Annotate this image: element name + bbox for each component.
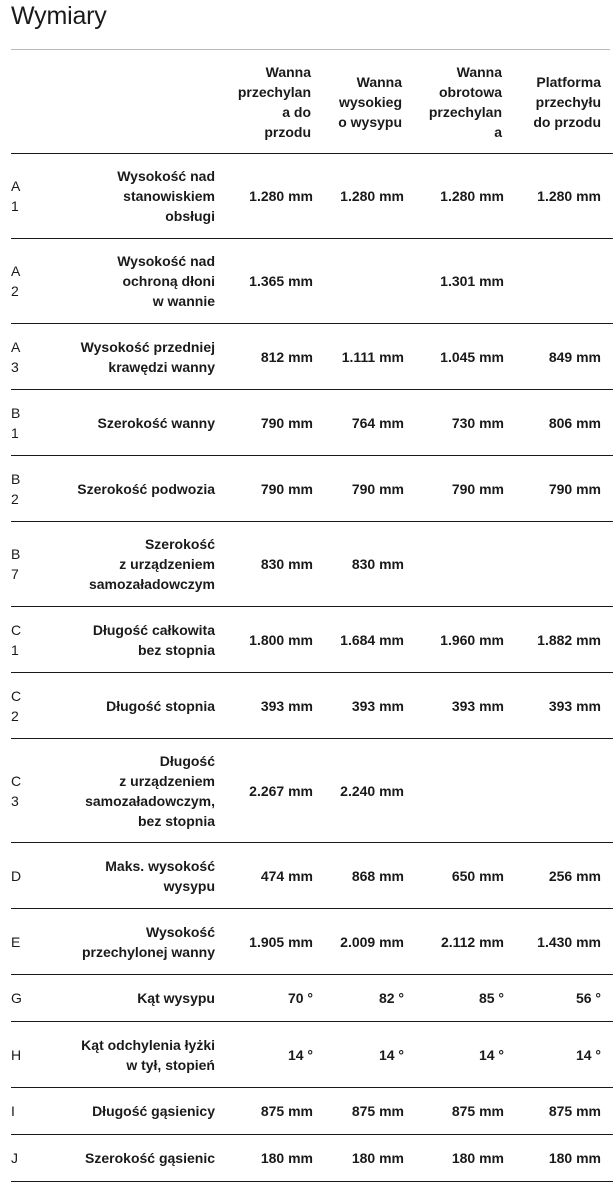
column-header: Wanna przechylan a do przodu xyxy=(224,50,321,154)
row-code: C 2 xyxy=(11,673,48,739)
row-label: Kąt odchylenia łyżki w tył, stopień xyxy=(48,1022,224,1088)
row-label: Szerokość podwozia xyxy=(48,456,224,522)
cell-value: 2.267 mm xyxy=(224,739,321,843)
cell-value xyxy=(412,739,512,843)
cell-value: 650 mm xyxy=(412,843,512,909)
cell-value xyxy=(512,239,613,324)
cell-value: 812 mm xyxy=(224,324,321,390)
cell-value: 1.111 mm xyxy=(321,324,412,390)
cell-value xyxy=(512,739,613,843)
cell-value: 830 mm xyxy=(321,522,412,607)
cell-value: 830 mm xyxy=(224,522,321,607)
row-label: Szerokość z urządzeniem samozaładowczym xyxy=(48,522,224,607)
table-row xyxy=(11,843,613,909)
cell-value: 393 mm xyxy=(412,673,512,739)
row-label: Szerokość gąsienic xyxy=(48,1135,224,1182)
row-code: A 1 xyxy=(11,154,48,239)
page-title: Wymiary xyxy=(11,2,107,30)
table-row xyxy=(11,1135,613,1182)
row-code: B 1 xyxy=(11,390,48,456)
cell-value: 1.280 mm xyxy=(512,154,613,239)
row-label: Szerokość wanny xyxy=(48,390,224,456)
table-row xyxy=(11,239,613,324)
column-header: Wanna obrotowa przechylan a xyxy=(412,50,512,154)
table-row xyxy=(11,390,613,456)
row-code: C 1 xyxy=(11,607,48,673)
row-code: H xyxy=(11,1022,48,1088)
cell-value: 790 mm xyxy=(412,456,512,522)
cell-value: 180 mm xyxy=(512,1135,613,1182)
cell-value: 790 mm xyxy=(224,456,321,522)
row-label: Wysokość przedniej krawędzi wanny xyxy=(48,324,224,390)
row-code: J xyxy=(11,1135,48,1182)
cell-value: 1.280 mm xyxy=(321,154,412,239)
cell-value xyxy=(321,239,412,324)
cell-value: 1.905 mm xyxy=(224,909,321,975)
row-label: Maks. wysokość wysypu xyxy=(48,843,224,909)
row-label: Długość całkowita bez stopnia xyxy=(48,607,224,673)
cell-value: 14 ° xyxy=(412,1022,512,1088)
row-code: D xyxy=(11,843,48,909)
table-row xyxy=(11,1022,613,1088)
table-row xyxy=(11,324,613,390)
cell-value: 180 mm xyxy=(412,1135,512,1182)
cell-value: 70 ° xyxy=(224,975,321,1022)
row-label: Długość gąsienicy xyxy=(48,1088,224,1135)
table-row xyxy=(11,1088,613,1135)
column-header: Platforma przechyłu do przodu xyxy=(512,50,613,154)
row-code: A 3 xyxy=(11,324,48,390)
header-empty-code xyxy=(11,50,48,154)
row-label: Długość z urządzeniem samozaładowczym, bez stopnia xyxy=(48,739,224,843)
cell-value: 806 mm xyxy=(512,390,613,456)
row-label: Długość stopnia xyxy=(48,673,224,739)
cell-value: 1.301 mm xyxy=(412,239,512,324)
cell-value: 1.365 mm xyxy=(224,239,321,324)
row-code: A 2 xyxy=(11,239,48,324)
cell-value: 1.800 mm xyxy=(224,607,321,673)
table-row xyxy=(11,673,613,739)
row-code: I xyxy=(11,1088,48,1135)
cell-value: 82 ° xyxy=(321,975,412,1022)
table-row xyxy=(11,975,613,1022)
cell-value: 1.280 mm xyxy=(412,154,512,239)
cell-value: 180 mm xyxy=(224,1135,321,1182)
cell-value: 2.240 mm xyxy=(321,739,412,843)
header-row xyxy=(11,50,613,154)
cell-value: 393 mm xyxy=(321,673,412,739)
cell-value: 85 ° xyxy=(412,975,512,1022)
column-header: Wanna wysokieg o wysypu xyxy=(321,50,412,154)
cell-value: 875 mm xyxy=(224,1088,321,1135)
table-row xyxy=(11,909,613,975)
row-label: Kąt wysypu xyxy=(48,975,224,1022)
row-label: Wysokość przechylonej wanny xyxy=(48,909,224,975)
cell-value: 790 mm xyxy=(512,456,613,522)
cell-value: 393 mm xyxy=(512,673,613,739)
cell-value: 1.430 mm xyxy=(512,909,613,975)
cell-value: 764 mm xyxy=(321,390,412,456)
table-row xyxy=(11,154,613,239)
cell-value: 868 mm xyxy=(321,843,412,909)
cell-value: 875 mm xyxy=(512,1088,613,1135)
cell-value: 14 ° xyxy=(512,1022,613,1088)
cell-value xyxy=(412,522,512,607)
table-row xyxy=(11,522,613,607)
cell-value: 14 ° xyxy=(224,1022,321,1088)
cell-value: 180 mm xyxy=(321,1135,412,1182)
cell-value: 1.684 mm xyxy=(321,607,412,673)
row-code: G xyxy=(11,975,48,1022)
cell-value: 1.960 mm xyxy=(412,607,512,673)
cell-value: 393 mm xyxy=(224,673,321,739)
row-code: C 3 xyxy=(11,739,48,843)
dimensions-table xyxy=(11,50,613,1182)
cell-value: 1.280 mm xyxy=(224,154,321,239)
cell-value: 14 ° xyxy=(321,1022,412,1088)
header-empty-label xyxy=(48,50,224,154)
cell-value: 2.009 mm xyxy=(321,909,412,975)
cell-value: 474 mm xyxy=(224,843,321,909)
cell-value: 875 mm xyxy=(412,1088,512,1135)
row-code: B 7 xyxy=(11,522,48,607)
row-code: E xyxy=(11,909,48,975)
cell-value: 1.882 mm xyxy=(512,607,613,673)
cell-value: 256 mm xyxy=(512,843,613,909)
row-code: B 2 xyxy=(11,456,48,522)
cell-value: 790 mm xyxy=(321,456,412,522)
cell-value: 790 mm xyxy=(224,390,321,456)
cell-value: 875 mm xyxy=(321,1088,412,1135)
row-label: Wysokość nad stanowiskiem obsługi xyxy=(48,154,224,239)
row-label: Wysokość nad ochroną dłoni w wannie xyxy=(48,239,224,324)
cell-value: 1.045 mm xyxy=(412,324,512,390)
table-row xyxy=(11,739,613,843)
cell-value: 730 mm xyxy=(412,390,512,456)
cell-value xyxy=(512,522,613,607)
table-row xyxy=(11,456,613,522)
cell-value: 56 ° xyxy=(512,975,613,1022)
cell-value: 2.112 mm xyxy=(412,909,512,975)
cell-value: 849 mm xyxy=(512,324,613,390)
table-row xyxy=(11,607,613,673)
